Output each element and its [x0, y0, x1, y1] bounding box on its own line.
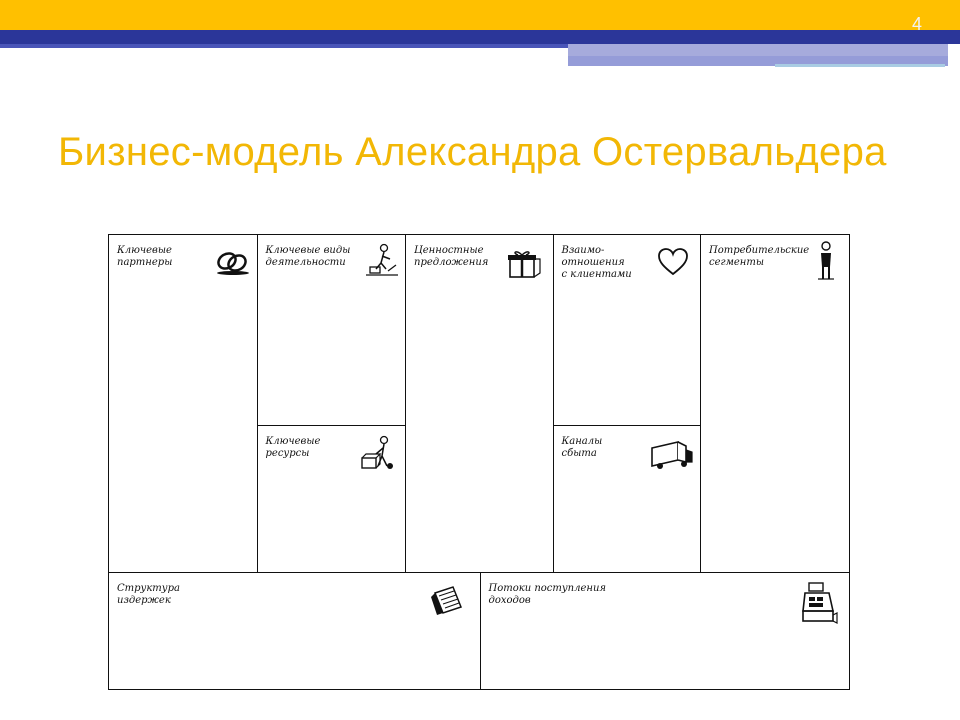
header-blue-accent [0, 44, 568, 48]
cell-label: Потоки поступления доходов [488, 582, 607, 606]
header-yellow-bar [0, 0, 960, 30]
slide-number: 4 [912, 14, 923, 34]
cell-channels [553, 425, 702, 574]
business-model-canvas [108, 234, 850, 690]
resources-worker-icon [360, 434, 398, 474]
cell-label: Ключевые ресурсы [265, 435, 321, 459]
worker-icon [364, 243, 400, 279]
header-blue-bar [0, 30, 960, 44]
cell-key-resources [257, 425, 407, 574]
cell-cost-structure [108, 572, 481, 691]
gift-icon [506, 247, 542, 281]
person-icon [815, 241, 837, 281]
cell-label: Потребительские сегменты [709, 245, 810, 268]
cell-revenue-streams [480, 572, 851, 691]
cell-label: Структура издержек [117, 582, 180, 606]
slide-title: Бизнес-модель Александра Остервальдера [58, 130, 887, 174]
price-tag-icon [427, 583, 467, 619]
cell-label: Ключевые партнеры [117, 245, 173, 268]
cell-label: Ключевые виды деятельности [265, 245, 351, 268]
cell-label: Каналы сбыта [561, 435, 603, 459]
heart-icon [656, 247, 690, 277]
header-light-line [775, 64, 945, 67]
cash-register-icon [799, 581, 839, 627]
cell-label: Взаимо- отношения с клиентами [561, 245, 632, 280]
cell-key-activities [257, 234, 407, 426]
cell-customer-segments [700, 234, 850, 573]
truck-icon [648, 436, 696, 472]
cell-value-propositions [405, 234, 554, 573]
cell-customer-relationships [553, 234, 702, 426]
cell-label: Ценностные предложения [414, 245, 489, 268]
cell-key-partners [108, 234, 258, 573]
chain-link-icon [213, 247, 253, 277]
